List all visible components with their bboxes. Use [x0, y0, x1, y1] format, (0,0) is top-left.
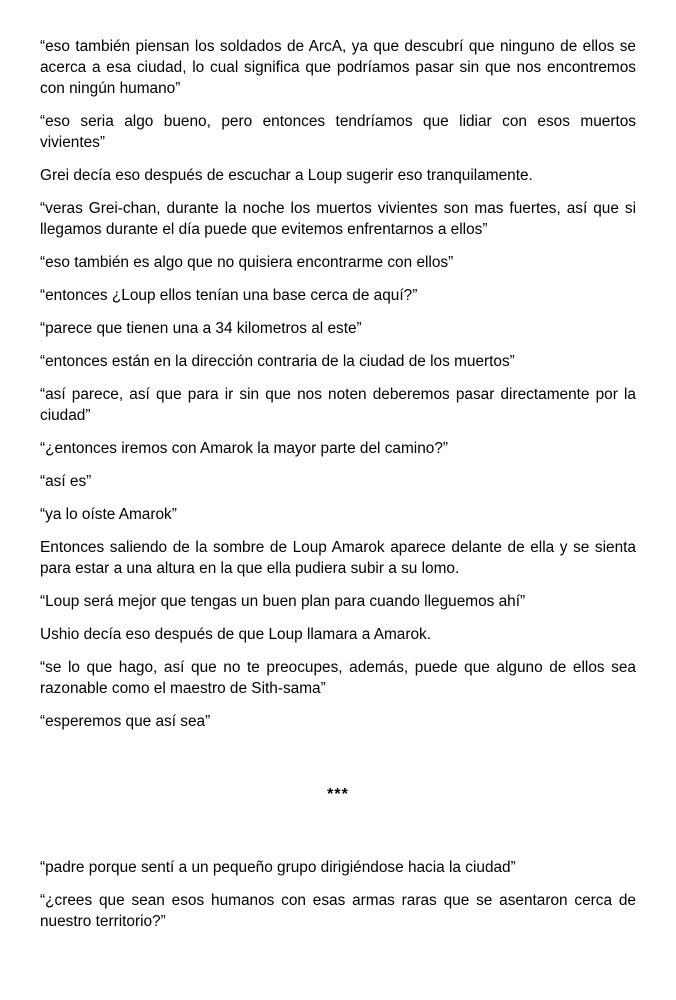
- paragraph: “eso seria algo bueno, pero entonces tendríamos que lidiar con esos muertos vivientes”: [40, 113, 636, 151]
- paragraph: “se lo que hago, así que no te preocupes, además, puede que alguno de ellos sea razonable como el maestro de Sith-sama”: [40, 659, 636, 697]
- section-separator: ***: [327, 786, 349, 803]
- paragraph: “Loup será mejor que tengas un buen plan para cuando lleguemos ahí”: [40, 593, 526, 610]
- paragraph: Ushio decía eso después de que Loup llamara a Amarok.: [40, 626, 431, 643]
- document-page: [40, 36, 636, 944]
- paragraph: “ya lo oíste Amarok”: [40, 506, 177, 523]
- paragraph: “esperemos que así sea”: [40, 713, 211, 730]
- paragraph: “veras Grei-chan, durante la noche los muertos vivientes son mas fuertes, así que si llegamos durante el día puede que evitemos enfrentarnos a ellos”: [40, 200, 636, 238]
- paragraph: “¿entonces iremos con Amarok la mayor parte del camino?”: [40, 440, 449, 457]
- paragraph: “padre porque sentí a un pequeño grupo dirigiéndose hacia la ciudad”: [40, 859, 516, 876]
- paragraph: “así es”: [40, 473, 92, 490]
- paragraph: “entonces ¿Loup ellos tenían una base cerca de aquí?”: [40, 287, 418, 304]
- paragraph: Entonces saliendo de la sombre de Loup Amarok aparece delante de ella y se sienta para estar a una altura en la que ella pudiera subir a su lomo.: [40, 539, 636, 577]
- paragraph: Grei decía eso después de escuchar a Loup sugerir eso tranquilamente.: [40, 167, 533, 184]
- paragraph: “parece que tienen una a 34 kilometros al este”: [40, 320, 362, 337]
- paragraph: “¿crees que sean esos humanos con esas armas raras que se asentaron cerca de nuestro territorio?”: [40, 892, 636, 930]
- paragraph: “eso también es algo que no quisiera encontrarme con ellos”: [40, 254, 454, 271]
- paragraph: “así parece, así que para ir sin que nos noten deberemos pasar directamente por la ciudad”: [40, 386, 636, 424]
- paragraph: “entonces están en la dirección contraria de la ciudad de los muertos”: [40, 353, 515, 370]
- paragraph: “eso también piensan los soldados de ArcA, ya que descubrí que ninguno de ellos se acerca a esa ciudad, lo cual significa que podríamos pasar sin que nos encontremos con ningún humano”: [40, 38, 636, 97]
